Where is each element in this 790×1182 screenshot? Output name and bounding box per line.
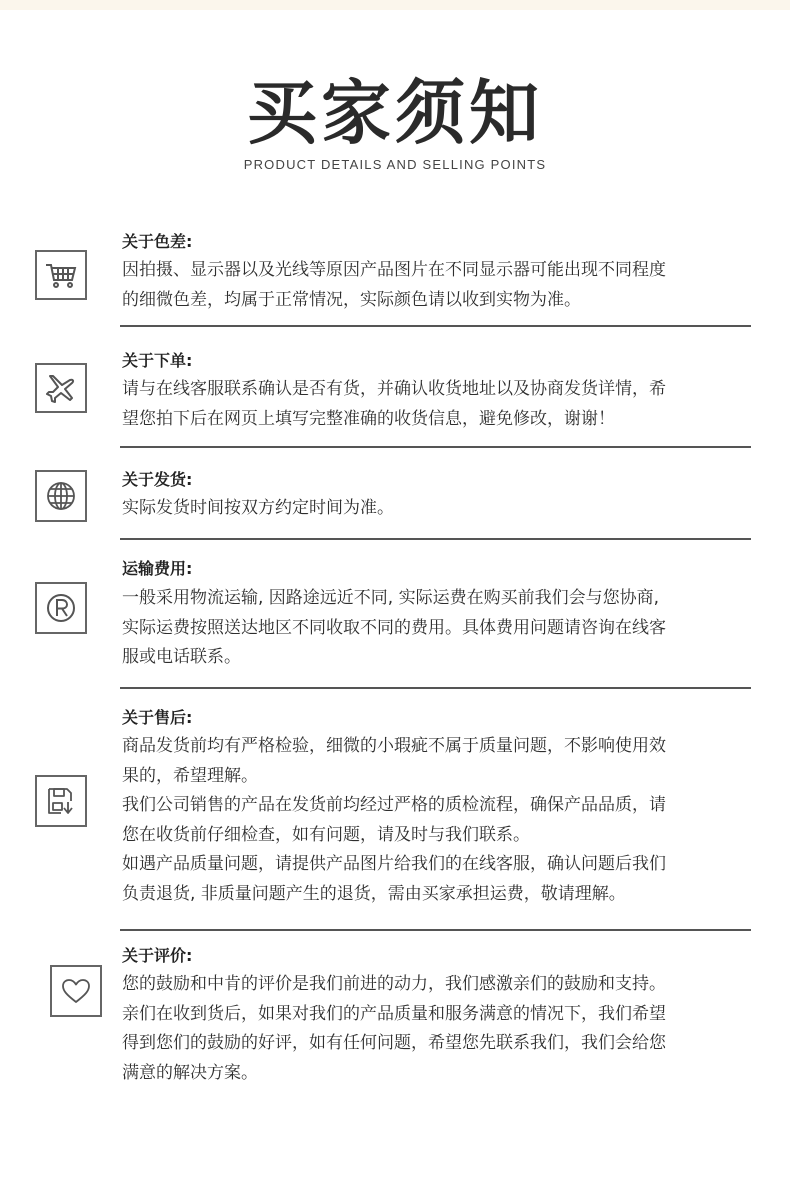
section-text-line: 负责退货, 非质量问题产生的退货，需由买家承担运费，敬请理解。: [122, 883, 626, 904]
section-text-line: 您在收货前仔细检查，如有问题，请及时与我们联系。: [122, 824, 530, 845]
section-text-line: 得到您们的鼓励的好评，如有任何问题，希望您先联系我们，我们会给您: [122, 1033, 666, 1053]
divider: [120, 687, 751, 689]
section-title: 关于发货:: [122, 470, 193, 489]
section-text-line: 一般采用物流运输, 因路途远近不同, 实际运费在购买前我们会与您协商,: [122, 588, 660, 608]
section-title: 关于售后:: [122, 708, 193, 727]
page-title: 买家须知: [247, 72, 543, 154]
save-download-icon: [44, 784, 78, 818]
section-title: 关于评价:: [122, 946, 193, 965]
page-subtitle: PRODUCT DETAILS AND SELLING POINTS: [243, 157, 547, 172]
registered-icon: [44, 591, 78, 625]
section-text-line: 的细微色差，均属于正常情况，实际颜色请以收到实物为准。: [122, 289, 581, 310]
section-title: 运输费用:: [122, 559, 193, 578]
globe-icon: [44, 479, 78, 513]
heart-icon-box: [50, 965, 102, 1017]
section-text-line: 果的，希望理解。: [122, 765, 258, 786]
globe-icon-box: [35, 470, 87, 522]
airplane-icon: [44, 371, 78, 405]
section-text-line: 您的鼓励和中肯的评价是我们前进的动力，我们感激亲们的鼓励和支持。: [122, 974, 666, 994]
section-title: 关于下单:: [122, 351, 193, 370]
save-download-icon-box: [35, 775, 87, 827]
section-text-line: 因拍摄、显示器以及光线等原因产品图片在不同显示器可能出现不同程度: [122, 260, 666, 280]
section-title: 关于色差:: [122, 232, 193, 251]
section-text-line: 请与在线客服联系确认是否有货，并确认收货地址以及协商发货详情，希: [122, 379, 666, 399]
airplane-icon-box: [35, 363, 87, 413]
section-text-line: 望您拍下后在网页上填写完整准确的收货信息，避免修改，谢谢！: [122, 408, 615, 429]
cart-icon-box: [35, 250, 87, 300]
cart-icon: [44, 258, 78, 292]
section-text-line: 商品发货前均有严格检验，细微的小瑕疵不属于质量问题，不影响使用效: [122, 736, 666, 756]
heart-icon: [59, 974, 93, 1008]
top-band: [0, 0, 790, 10]
section-text-line: 满意的解决方案。: [122, 1062, 258, 1083]
divider: [120, 446, 751, 448]
divider: [120, 538, 751, 540]
section-text-line: 服或电话联系。: [122, 647, 241, 667]
registered-icon-box: [35, 582, 87, 634]
divider: [120, 929, 751, 931]
divider: [120, 325, 751, 327]
section-text-line: 我们公司销售的产品在发货前均经过严格的质检流程，确保产品品质，请: [122, 795, 666, 815]
section-text-line: 实际发货时间按双方约定时间为准。: [122, 498, 394, 518]
section-text-line: 如遇产品质量问题，请提供产品图片给我们的在线客服，确认问题后我们: [122, 854, 666, 874]
section-text-line: 实际运费按照送达地区不同收取不同的费用。具体费用问题请咨询在线客: [122, 617, 666, 638]
section-text-line: 亲们在收到货后，如果对我们的产品质量和服务满意的情况下，我们希望: [122, 1003, 666, 1024]
